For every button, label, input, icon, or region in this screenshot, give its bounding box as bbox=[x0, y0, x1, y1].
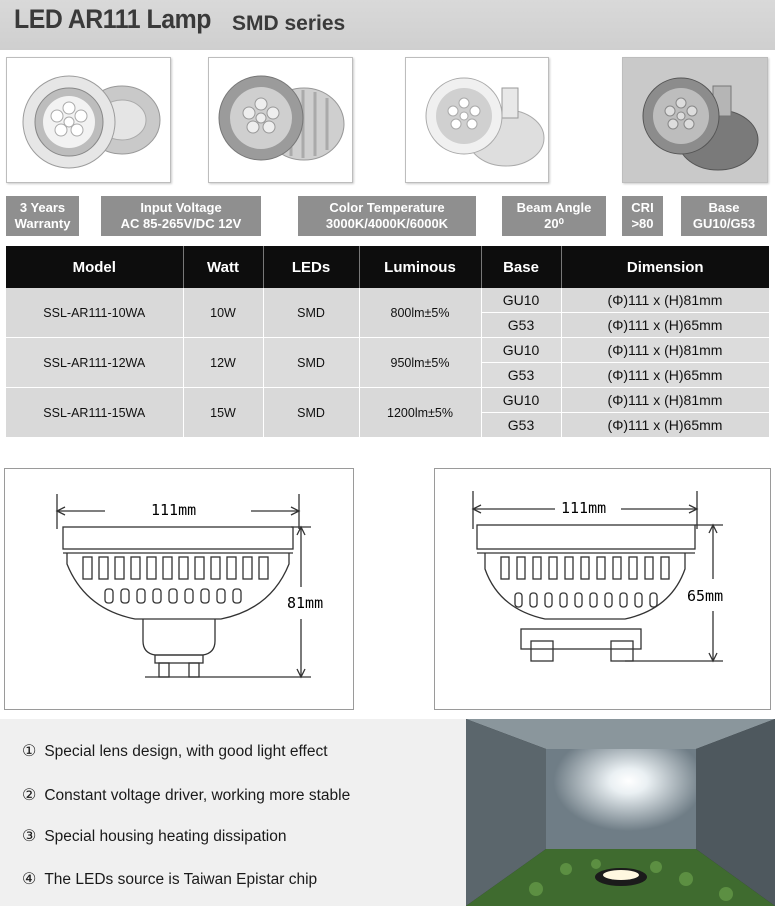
feature-number: ④ bbox=[22, 871, 37, 888]
spec-voltage-value: AC 85-265V/DC 12V bbox=[120, 216, 242, 231]
spec-voltage bbox=[101, 196, 261, 236]
g53-height-label: 65mm bbox=[687, 587, 724, 605]
feature-item-3 bbox=[22, 826, 287, 846]
header-base: Base bbox=[481, 246, 561, 288]
diagram-g53 bbox=[434, 468, 771, 710]
lamp-photo-4 bbox=[622, 57, 768, 183]
cell-leds: SMD bbox=[263, 288, 359, 338]
gu10-width-label: 111mm bbox=[151, 501, 197, 519]
cell-luminous: 950lm±5% bbox=[359, 338, 481, 388]
spec-beam-value: 20⁰ bbox=[544, 216, 564, 231]
page-title: LED AR111 Lamp bbox=[14, 4, 211, 34]
spec-color-temp-label: Color Temperature bbox=[329, 200, 445, 215]
g53-width-label: 111mm bbox=[561, 499, 607, 517]
table-row bbox=[6, 288, 769, 313]
cell-base: G53 bbox=[481, 313, 561, 338]
spec-base bbox=[681, 196, 767, 236]
header-leds: LEDs bbox=[263, 246, 359, 288]
cell-base: GU10 bbox=[481, 338, 561, 363]
cell-dimension: (Φ)111 x (H)65mm bbox=[561, 363, 769, 388]
feature-text: Special lens design, with good light effect bbox=[44, 743, 328, 760]
cell-dimension: (Φ)111 x (H)65mm bbox=[561, 413, 769, 438]
gu10-height-label: 81mm bbox=[287, 594, 324, 612]
cell-leds: SMD bbox=[263, 388, 359, 438]
spec-cri-label: CRI bbox=[631, 200, 654, 215]
table-row bbox=[6, 388, 769, 413]
table-header-row bbox=[6, 246, 769, 288]
feature-item-4 bbox=[22, 869, 317, 889]
feature-number: ① bbox=[22, 743, 37, 760]
cell-model: SSL-AR111-12WA bbox=[6, 338, 183, 388]
feature-number: ② bbox=[22, 787, 37, 804]
spec-color-temperature bbox=[298, 196, 476, 236]
diagram-gu10 bbox=[4, 468, 354, 710]
cell-watt: 12W bbox=[183, 338, 263, 388]
feature-text: The LEDs source is Taiwan Epistar chip bbox=[44, 871, 318, 888]
spec-cri bbox=[622, 196, 663, 236]
cell-leds: SMD bbox=[263, 338, 359, 388]
cell-watt: 15W bbox=[183, 388, 263, 438]
spec-cri-value: >80 bbox=[631, 216, 654, 231]
lighting-effect-photo bbox=[466, 719, 775, 906]
table-row bbox=[6, 338, 769, 363]
header-model: Model bbox=[6, 246, 183, 288]
spec-voltage-label: Input Voltage bbox=[140, 200, 222, 215]
feature-number: ③ bbox=[22, 828, 37, 845]
spec-table bbox=[6, 246, 770, 438]
cell-dimension: (Φ)111 x (H)81mm bbox=[561, 288, 769, 313]
diagram-gu10-drawing bbox=[5, 469, 353, 709]
cell-dimension: (Φ)111 x (H)81mm bbox=[561, 388, 769, 413]
cell-base: G53 bbox=[481, 363, 561, 388]
spec-warranty-line2: Warranty bbox=[14, 216, 71, 231]
header-luminous: Luminous bbox=[359, 246, 481, 288]
header-watt: Watt bbox=[183, 246, 263, 288]
cell-luminous: 1200lm±5% bbox=[359, 388, 481, 438]
cell-dimension: (Φ)111 x (H)65mm bbox=[561, 313, 769, 338]
cell-base: G53 bbox=[481, 413, 561, 438]
feature-item-1 bbox=[22, 741, 328, 761]
spec-warranty bbox=[6, 196, 79, 236]
spec-base-value: GU10/G53 bbox=[692, 216, 756, 231]
feature-text: Special housing heating dissipation bbox=[44, 828, 287, 845]
cell-base: GU10 bbox=[481, 288, 561, 313]
lamp-photo-3 bbox=[405, 57, 549, 183]
spec-beam-angle bbox=[502, 196, 606, 236]
feature-item-2 bbox=[22, 785, 350, 805]
spec-color-temp-value: 3000K/4000K/6000K bbox=[325, 216, 449, 231]
cell-dimension: (Φ)111 x (H)81mm bbox=[561, 338, 769, 363]
header-dimension: Dimension bbox=[561, 246, 769, 288]
cell-model: SSL-AR111-10WA bbox=[6, 288, 183, 338]
spec-warranty-line1: 3 Years bbox=[19, 200, 66, 215]
cell-base: GU10 bbox=[481, 388, 561, 413]
spec-base-label: Base bbox=[708, 200, 740, 215]
spec-beam-label: Beam Angle bbox=[516, 200, 592, 215]
page-subtitle: SMD series bbox=[232, 12, 346, 35]
diagram-g53-drawing bbox=[435, 469, 770, 709]
lamp-photo-2 bbox=[208, 57, 353, 183]
cell-watt: 10W bbox=[183, 288, 263, 338]
feature-text: Constant voltage driver, working more stable bbox=[44, 787, 351, 804]
cell-luminous: 800lm±5% bbox=[359, 288, 481, 338]
lamp-photo-1 bbox=[6, 57, 171, 183]
cell-model: SSL-AR111-15WA bbox=[6, 388, 183, 438]
